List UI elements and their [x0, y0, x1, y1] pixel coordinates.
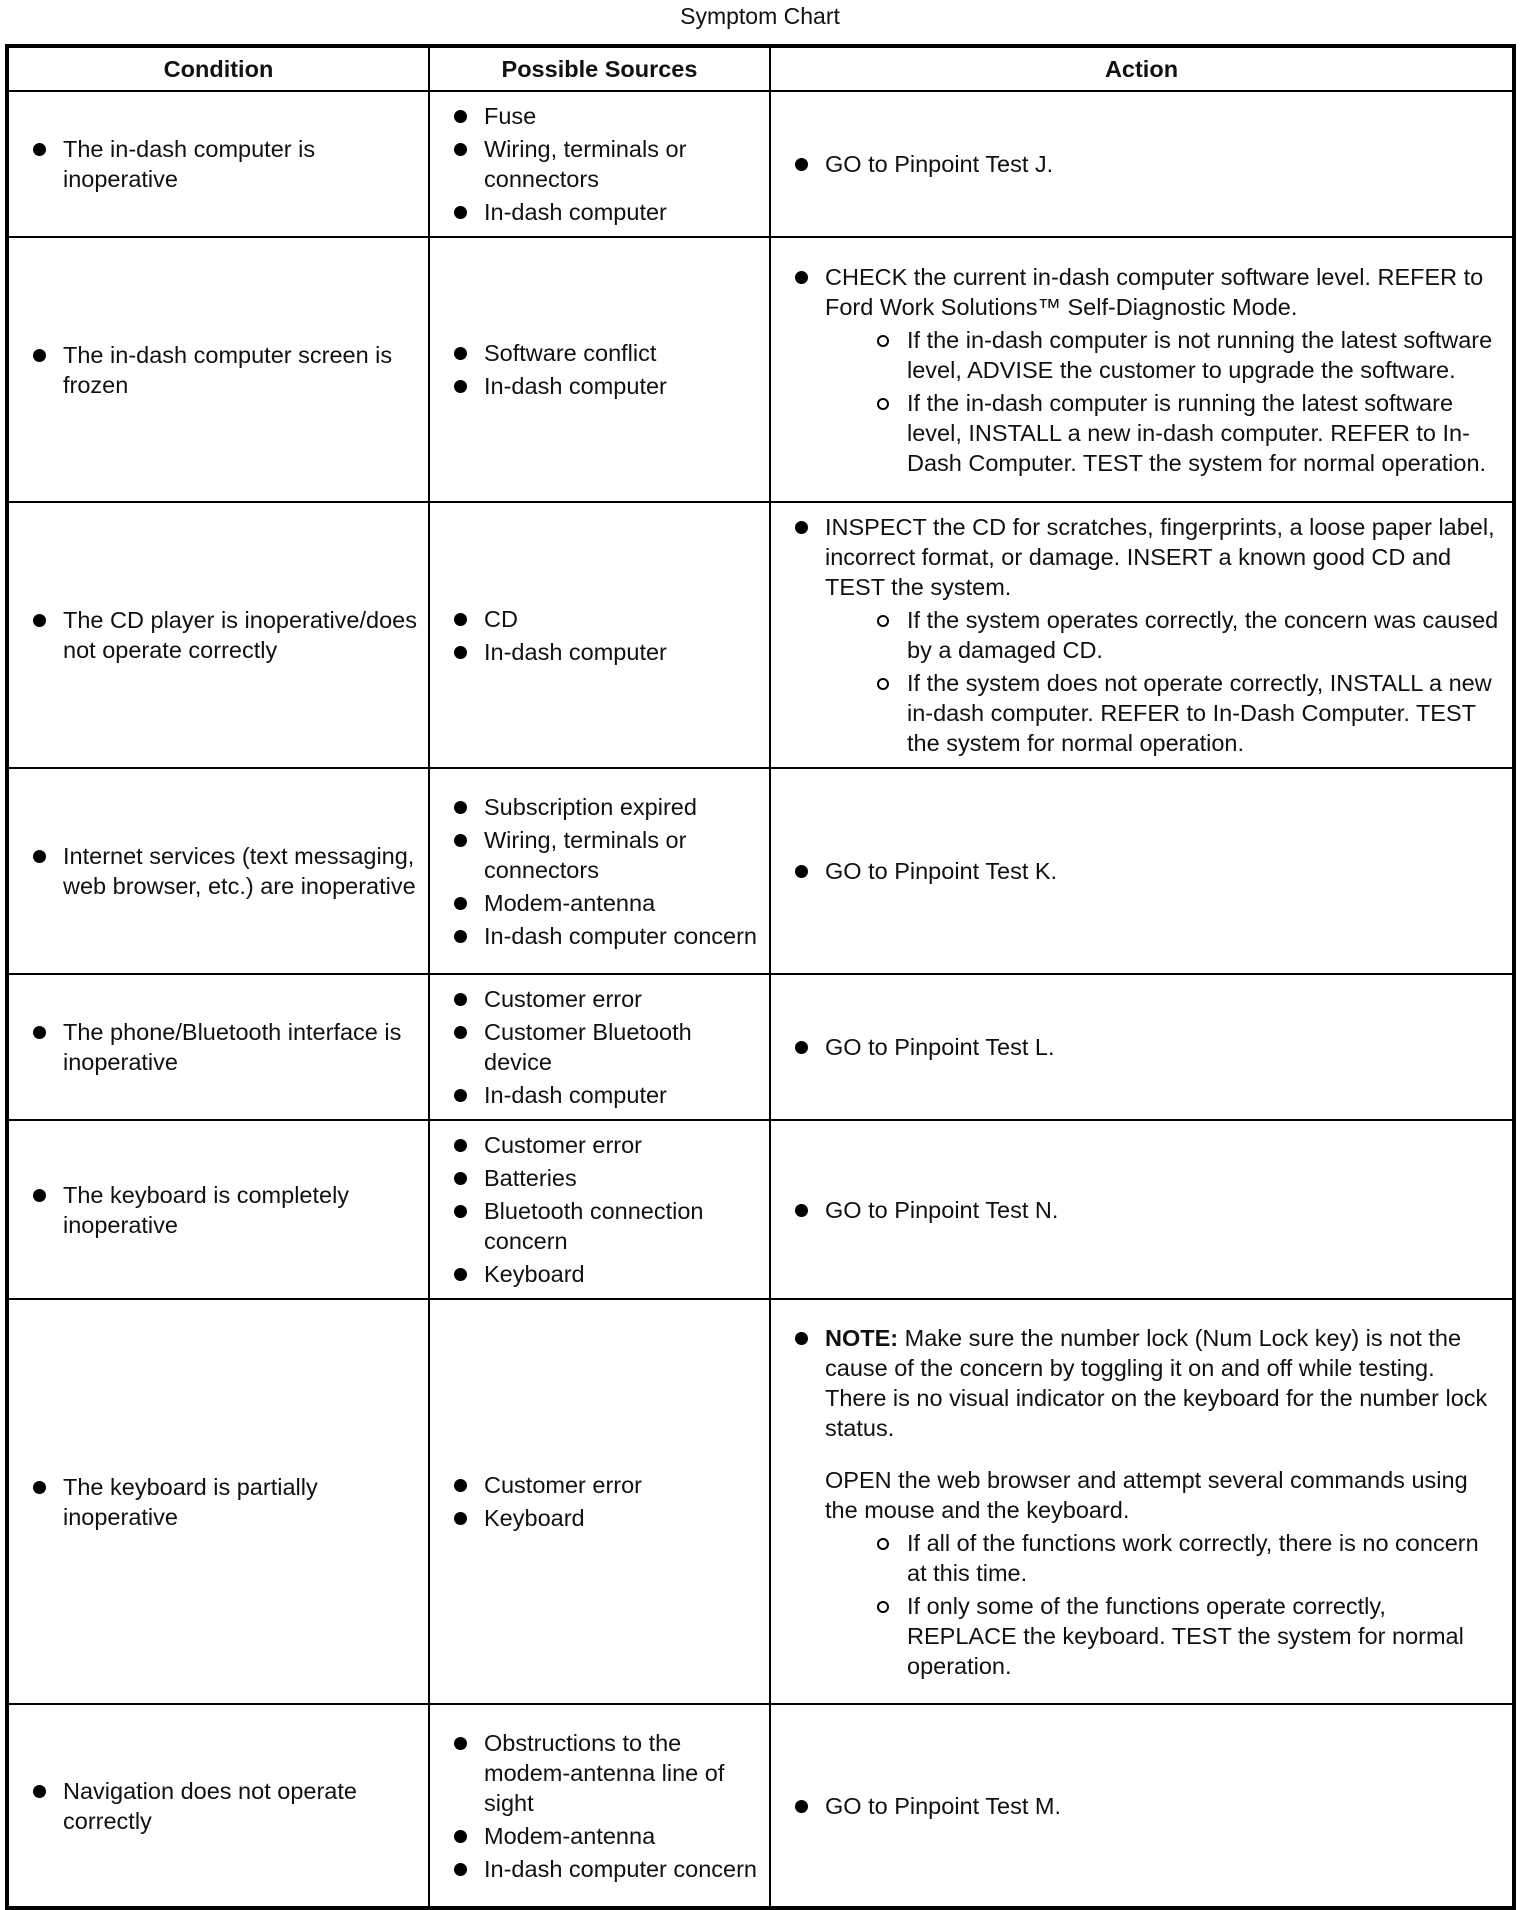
sub-action: If the system operates correctly, the concern was caused by a damaged CD.	[875, 605, 1502, 665]
action-cell	[770, 237, 1514, 502]
condition-cell	[7, 502, 429, 768]
sources-cell	[429, 502, 770, 768]
sources-cell	[429, 1299, 770, 1704]
condition-text: The in-dash computer is inoperative	[31, 134, 418, 194]
action-cell	[770, 1299, 1514, 1704]
sub-action: If all of the functions work correctly, there is no concern at this time.	[875, 1528, 1502, 1588]
source-item: Modem-antenna	[452, 1821, 759, 1851]
source-item: In-dash computer concern	[452, 921, 759, 951]
action-text: GO to Pinpoint Test N.	[793, 1195, 1502, 1225]
header-action: Action	[770, 46, 1514, 91]
action-text: CHECK the current in-dash computer software level. REFER to Ford Work Solutions™ Self-Diagnostic Mode.	[825, 263, 1484, 320]
source-item: CD	[452, 604, 759, 634]
condition-cell	[7, 768, 429, 974]
source-item: Wiring, terminals or connectors	[452, 134, 759, 194]
sources-cell	[429, 1704, 770, 1908]
action-text: OPEN the web browser and attempt several commands using the mouse and the keyboard.	[825, 1466, 1468, 1523]
action-cell	[770, 1704, 1514, 1908]
source-item: Wiring, terminals or connectors	[452, 825, 759, 885]
action-text: GO to Pinpoint Test K.	[793, 856, 1502, 886]
action-cell	[770, 974, 1514, 1120]
action-text: GO to Pinpoint Test J.	[793, 149, 1502, 179]
source-item: Subscription expired	[452, 792, 759, 822]
condition-text: Internet services (text messaging, web browser, etc.) are inoperative	[31, 841, 418, 901]
header-condition: Condition	[7, 46, 429, 91]
condition-cell	[7, 237, 429, 502]
sources-cell	[429, 1120, 770, 1299]
action-cell	[770, 1120, 1514, 1299]
sub-action: If the in-dash computer is running the latest software level, INSTALL a new in-dash computer. REFER to In-Dash Computer. TEST the system for normal operation.	[875, 388, 1502, 478]
sub-action: If the in-dash computer is not running the latest software level, ADVISE the customer to upgrade the software.	[875, 325, 1502, 385]
source-item: In-dash computer	[452, 637, 759, 667]
action-text: GO to Pinpoint Test M.	[793, 1791, 1502, 1821]
table-row	[7, 768, 1514, 974]
condition-text: The in-dash computer screen is frozen	[31, 340, 418, 400]
source-item: Batteries	[452, 1163, 759, 1193]
symptom-table	[5, 44, 1516, 1910]
action-text: GO to Pinpoint Test L.	[793, 1032, 1502, 1062]
action-text: INSPECT the CD for scratches, fingerprints, a loose paper label, incorrect format, or damage. INSERT a known good CD and TEST the system.	[825, 514, 1495, 600]
source-item: Software conflict	[452, 338, 759, 368]
table-row	[7, 91, 1514, 237]
chart-title: Symptom Chart	[680, 3, 840, 29]
condition-cell	[7, 1120, 429, 1299]
source-item: Fuse	[452, 101, 759, 131]
sources-cell	[429, 768, 770, 974]
action-cell	[770, 91, 1514, 237]
condition-text: The keyboard is completely inoperative	[31, 1180, 418, 1240]
condition-cell	[7, 1704, 429, 1908]
table-row	[7, 237, 1514, 502]
header-row	[7, 46, 1514, 91]
sources-cell	[429, 237, 770, 502]
source-item: In-dash computer concern	[452, 1854, 759, 1884]
sub-action: If the system does not operate correctly, INSTALL a new in-dash computer. REFER to In-Dash Computer. TEST the system for normal operation.	[875, 668, 1502, 758]
header-sources: Possible Sources	[429, 46, 770, 91]
source-item: Customer error	[452, 1470, 759, 1500]
condition-text: Navigation does not operate correctly	[31, 1776, 418, 1836]
source-item: In-dash computer	[452, 1080, 759, 1110]
source-item: Bluetooth connection concern	[452, 1196, 759, 1256]
source-item: Customer error	[452, 1130, 759, 1160]
condition-text: The phone/Bluetooth interface is inoperative	[31, 1017, 418, 1077]
source-item: Modem-antenna	[452, 888, 759, 918]
condition-cell	[7, 974, 429, 1120]
condition-text: The CD player is inoperative/does not operate correctly	[31, 605, 418, 665]
note-text: Make sure the number lock (Num Lock key) is not the cause of the concern by toggling it on and off while testing. There is no visual indicator on the keyboard for the number lock status.	[825, 1324, 1488, 1441]
action-cell	[770, 502, 1514, 768]
source-item: Keyboard	[452, 1503, 759, 1533]
table-row	[7, 1299, 1514, 1704]
action-cell	[770, 768, 1514, 974]
table-row	[7, 502, 1514, 768]
table-row	[7, 1120, 1514, 1299]
source-item: Keyboard	[452, 1259, 759, 1289]
sub-action: If only some of the functions operate correctly, REPLACE the keyboard. TEST the system for normal operation.	[875, 1591, 1502, 1681]
table-row	[7, 974, 1514, 1120]
table-row	[7, 1704, 1514, 1908]
source-item: Customer Bluetooth device	[452, 1017, 759, 1077]
source-item: In-dash computer	[452, 197, 759, 227]
condition-cell	[7, 1299, 429, 1704]
sources-cell	[429, 974, 770, 1120]
condition-cell	[7, 91, 429, 237]
source-item: Obstructions to the modem-antenna line of sight	[452, 1728, 759, 1818]
sources-cell	[429, 91, 770, 237]
condition-text: The keyboard is partially inoperative	[31, 1472, 418, 1532]
note-label: NOTE:	[825, 1324, 899, 1351]
source-item: In-dash computer	[452, 371, 759, 401]
source-item: Customer error	[452, 984, 759, 1014]
